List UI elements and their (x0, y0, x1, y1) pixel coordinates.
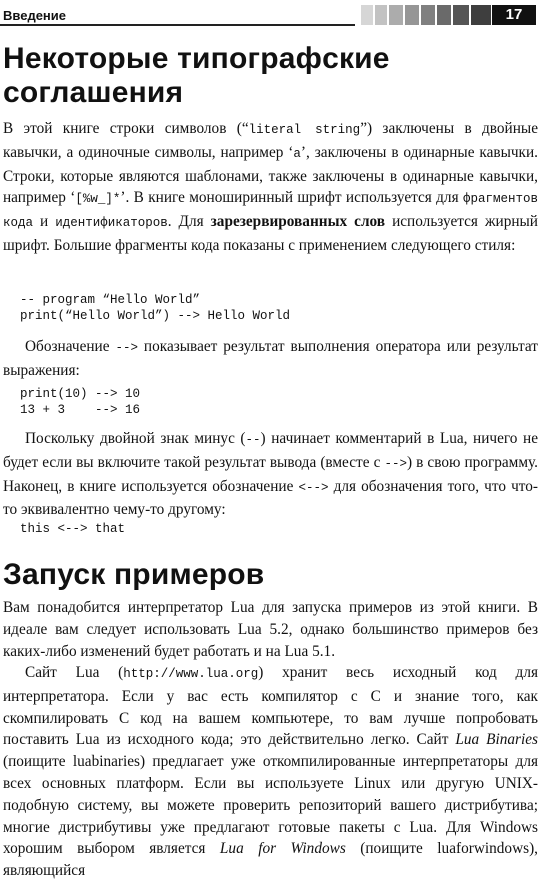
text-run: ’, заключены в одинарные кавычки. Строки, которые являются шаблонами, также заключены в одинарные кавычки, например ‘ (3, 143, 538, 207)
text-run: . Для (167, 213, 211, 231)
text-run: и (33, 213, 56, 231)
italic-text: Lua Binaries (455, 731, 538, 749)
page-header (0, 0, 542, 30)
text-run: ) в свою программу. Наконец, в книге используется обозначение (3, 453, 538, 495)
inline-code: -- (245, 433, 261, 447)
paragraph-comments (3, 428, 538, 521)
code-line: print(10) --> 10 (20, 387, 141, 401)
code-line: -- program “Hello World” (20, 293, 201, 307)
italic-text: Lua for Windows (219, 840, 346, 858)
code-block-hello-world (20, 292, 290, 324)
title-line-2: соглашения (3, 76, 184, 109)
text-run: ’. В книге моноширинный шрифт используется для (120, 189, 463, 207)
text-run: ) хранит весь исходный код для интерпретатора. Если у вас есть компилятор с C и знание того, как скомпилировать C код на вашем компьютере, то вам лучше попробовать поставить Lua из исходного кода; это действительно легко. Сайт (3, 664, 538, 749)
inline-code: фрагментов кода (3, 192, 538, 231)
header-block (375, 5, 387, 25)
inline-code: literal string (248, 123, 361, 137)
bold-text: зарезервированных слов (210, 213, 386, 231)
header-rule (0, 24, 355, 26)
header-block (437, 5, 451, 25)
header-block (405, 5, 419, 25)
code-line: 13 + 3 --> 16 (20, 403, 141, 417)
text-run: для обозначения того, что что-то эквивалентно чему-то другому: (3, 477, 538, 519)
section-title-running-examples: Запуск примеров (3, 558, 265, 591)
inline-code: <--> (298, 480, 329, 495)
inline-code: --> (115, 341, 138, 355)
text-run: ”) заключены в двойные кавычки, а одиночные символы, например ‘ (3, 120, 538, 161)
header-block (471, 5, 491, 25)
text-run: Поскольку двойной знак минус ( (25, 430, 246, 447)
paragraph-interpreter: Вам понадобится интерпретатор Lua для запуска примеров из этой книги. В идеале вам следует использовать Lua 5.2, однако большинство примеров без каких-либо изменений будет работать и на Lua 5.1. (3, 599, 538, 660)
inline-code: [%w_]* (75, 192, 121, 207)
text-run: Сайт Lua ( (25, 664, 124, 681)
text-run: (поищите luaforwindows), являющийся (3, 840, 538, 880)
section-title-typography (3, 42, 390, 110)
header-block (421, 5, 435, 25)
title-line-1: Некоторые типографские (3, 42, 390, 75)
running-header-section: Введение (3, 8, 66, 23)
paragraph-result-arrow (3, 336, 538, 382)
text-run: используется жирный шрифт. Большие фрагменты кода показаны с применением следующего стиля: (3, 213, 538, 254)
inline-code: a (293, 146, 301, 161)
header-block (361, 5, 373, 25)
code-line: this <--> that (20, 522, 126, 536)
paragraph-lua-site (3, 662, 538, 882)
text-run: В этой книге строки символов (“ (3, 120, 249, 137)
code-block-expressions (20, 386, 140, 418)
header-block (389, 5, 403, 25)
text-run: (поищите luabinaries) предлагает уже откомпилированные интерпретаторы для всех основных платформ. Если вы используете Linux или другую UNIX-подобную систему, вы можете проверить репозиторий вашего дистрибутива; многие дистрибутивы уже предлагают готовые пакеты с Lua. Для Windows хорошим выбором является (3, 753, 538, 858)
code-line: print(“Hello World”) --> Hello World (20, 309, 291, 323)
inline-code: идентификаторов (55, 216, 168, 231)
header-gradient-blocks (361, 5, 491, 25)
page-number: 17 (492, 5, 536, 25)
inline-code-url: http://www.lua.org (123, 667, 259, 681)
header-block (453, 5, 469, 25)
code-block-equivalence (20, 521, 125, 537)
text-run: Обозначение (25, 338, 116, 355)
text-run: показывает результат выполнения оператора или результат выражения: (3, 338, 538, 379)
text-run: ) начинает комментарий в Lua, ничего не будет если вы включите такой результат вывода (вместе с (3, 430, 539, 471)
paragraph-typography-intro (3, 118, 538, 257)
inline-code: --> (384, 456, 407, 471)
